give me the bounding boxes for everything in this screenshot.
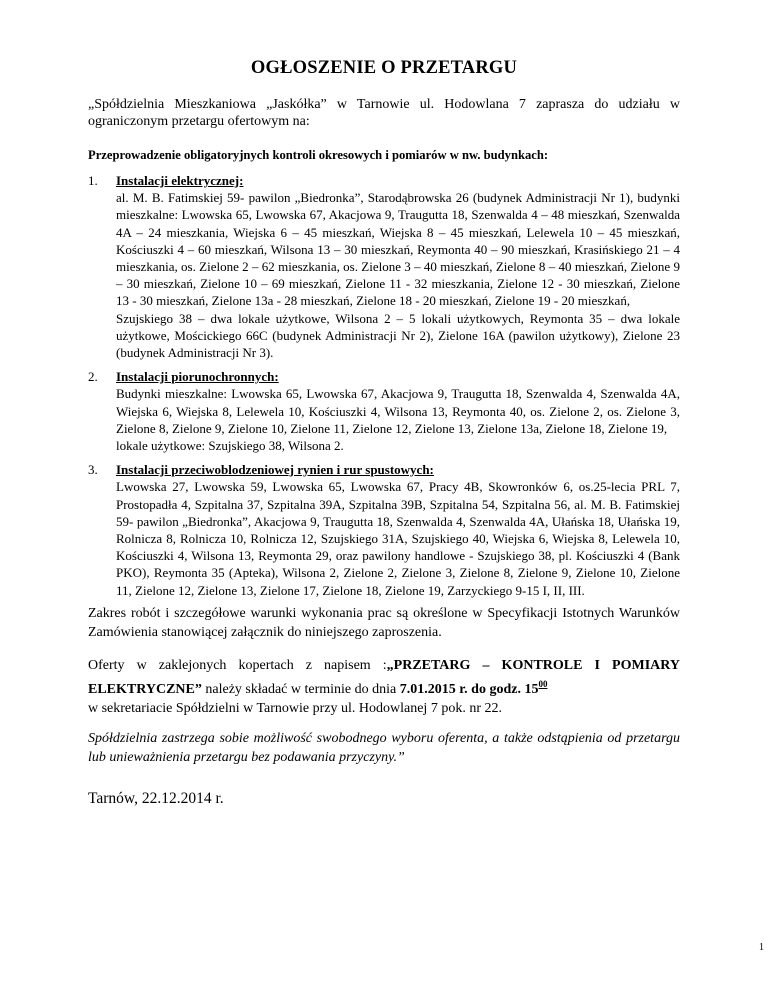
list-item xyxy=(88,461,680,599)
section-heading: Przeprowadzenie obligatoryjnych kontroli okresowych i pomiarów w nw. budynkach: xyxy=(88,148,549,162)
list-item-number: 3. xyxy=(88,462,98,478)
list-item-text: Lwowska 27, Lwowska 59, Lwowska 65, Lwowska 67, Pracy 4B, Skowronków 6, os.25-lecia PRL 7, Prostopadła 4, Szpitalna 37, Szpitalna 39A, Szpitalna 39B, Szpitalna 54, Szpitalna 56, al. M. B. Fatimskiej 59- pawilon „Biedronka”, Akacjowa 9, Traugutta 18, Szenwalda 4, Szenwalda 4A, Ułańska 18, Ułańska 19, Rolnicza 8, Rolnicza 10, Rolnicza 12, Szujskiego 31A, Szujskiego 40, Wiejska 6, Wiejska 8, Lelewela 10, Kościuszki 4, Wilsona 13, Reymonta 29, oraz pawilony handlowe - Szujskiego 38, pl. Kościuszki 4 (Bank PKO), Reymonta 35 (Apteka), Wilsona 2, Zielone 2, Zielone 3, Zielone 8, Zielone 9, Zielone 10, Zielone 11, Zielone 12, Zielone 13, Zielone 17, Zielone 18, Zielone 19, Zarzyckiego 9-15 I, II, III. xyxy=(116,479,680,598)
scope-paragraph: Zakres robót i szczegółowe warunki wykonania prac są określone w Specyfikacji Istotnych Warunków Zamówienia stanowiącej załącznik do niniejszego zaproszenia. xyxy=(88,606,680,640)
list-item xyxy=(88,368,680,454)
offers-deadline: 7.01.2015 r. do godz. 15 xyxy=(399,682,539,697)
offers-envelope-label: „PRZETARG – KONTROLE I POMIARY ELEKTRYCZNE” xyxy=(88,658,680,697)
list-item-text: lokale użytkowe: Szujskiego 38, Wilsona 2. xyxy=(116,438,344,454)
offers-deadline-minutes: 00 xyxy=(538,679,548,689)
list-item-body xyxy=(116,478,680,598)
list-item-number: 1. xyxy=(88,173,98,188)
list-item-text: Szujskiego 38 – dwa lokale użytkowe, Wilsona 2 – 5 lokali użytkowych, Reymonta 35 – dwa lokale użytkowe, Mościckiego 66C (budynek Administracji Nr 2), Zielone 16A (pawilon użytkowy), Zielone 23 (budynek Administracji Nr 3). xyxy=(116,310,680,361)
inspection-list xyxy=(88,172,680,606)
offers-paragraph xyxy=(88,656,680,718)
intro-paragraph: „Spółdzielnia Mieszkaniowa „Jaskółka” w Tarnowie ul. Hodowlana 7 zaprasza do udziału w ograniczonym przetargu ofertowym na: xyxy=(88,97,680,129)
list-item-number: 2. xyxy=(88,369,98,385)
list-item-text: al. M. B. Fatimskiej 59- pawilon „Biedronka”, Starodąbrowska 26 (budynek Administracji Nr 1), budynki mieszkalne: Lwowska 65, Lwowska 67, Akacjowa 9, Traugutta 18, Szenwalda 4 – 48 mieszkań, Szenwalda 4A – 24 mieszkania, Wiejska 6 – 45 mieszkań, Wiejska 8 – 45 mieszkań, Lelewela 10 – 45 mieszkań, Kościuszki 4 – 60 mieszkań, Wilsona 13 – 30 mieszkań, Reymonta 40 – 90 mieszkań, Krasińskiego 21 – 4 mieszkania, os. Zielone 2 – 62 mieszkania, os. Zielone 3 – 40 mieszkań, Zielone 8 – 40 mieszkań, Zielone 9 – 30 mieszkań, Zielone 10 – 69 mieszkań, Zielone 11 - 32 mieszkania, Zielone 12 - 30 mieszkań, Zielone 13 - 30 mieszkań, Zielone 13a - 28 mieszkań, Zielone 18 - 20 mieszkań, Zielone 19 - 20 mieszkań, xyxy=(116,190,680,309)
reservation-paragraph: Spółdzielnia zastrzega sobie możliwość swobodnego wyboru oferenta, a także odstąpienia od przetargu lub unieważnienia przetargu bez podawania przyczyny.” xyxy=(88,731,680,765)
list-item-label: Instalacji elektrycznej: xyxy=(116,173,244,188)
place-date: Tarnów, 22.12.2014 r. xyxy=(88,790,224,807)
list-item-label: Instalacji piorunochronnych: xyxy=(116,369,279,385)
list-item xyxy=(88,172,680,361)
list-item-body xyxy=(116,189,680,361)
page-number: 1 xyxy=(759,942,764,953)
offers-location: w sekretariacie Spółdzielni w Tarnowie przy ul. Hodowlanej 7 pok. nr 22. xyxy=(88,701,502,716)
offers-text: Oferty w zaklejonych kopertach z napisem : xyxy=(88,658,387,673)
offers-text: należy składać w terminie do dnia xyxy=(201,682,400,697)
list-item-text: Budynki mieszkalne: Lwowska 65, Lwowska 67, Akacjowa 9, Traugutta 18, Szenwalda 4, Szenwalda 4A, Wiejska 6, Wiejska 8, Lelewela 10, Kościuszki 4, Wilsona 13, Reymonta 40, os. Zielone 2, os. Zielone 3, Zielone 8, Zielone 9, Zielone 10, Zielone 11, Zielone 12, Zielone 13, Zielone 13a, Zielone 18, Zielone 19, xyxy=(116,386,680,436)
list-item-body xyxy=(116,385,680,454)
page-title: OGŁOSZENIE O PRZETARGU xyxy=(250,58,518,78)
list-item-label: Instalacji przeciwoblodzeniowej rynien i rur spustowych: xyxy=(116,462,434,478)
